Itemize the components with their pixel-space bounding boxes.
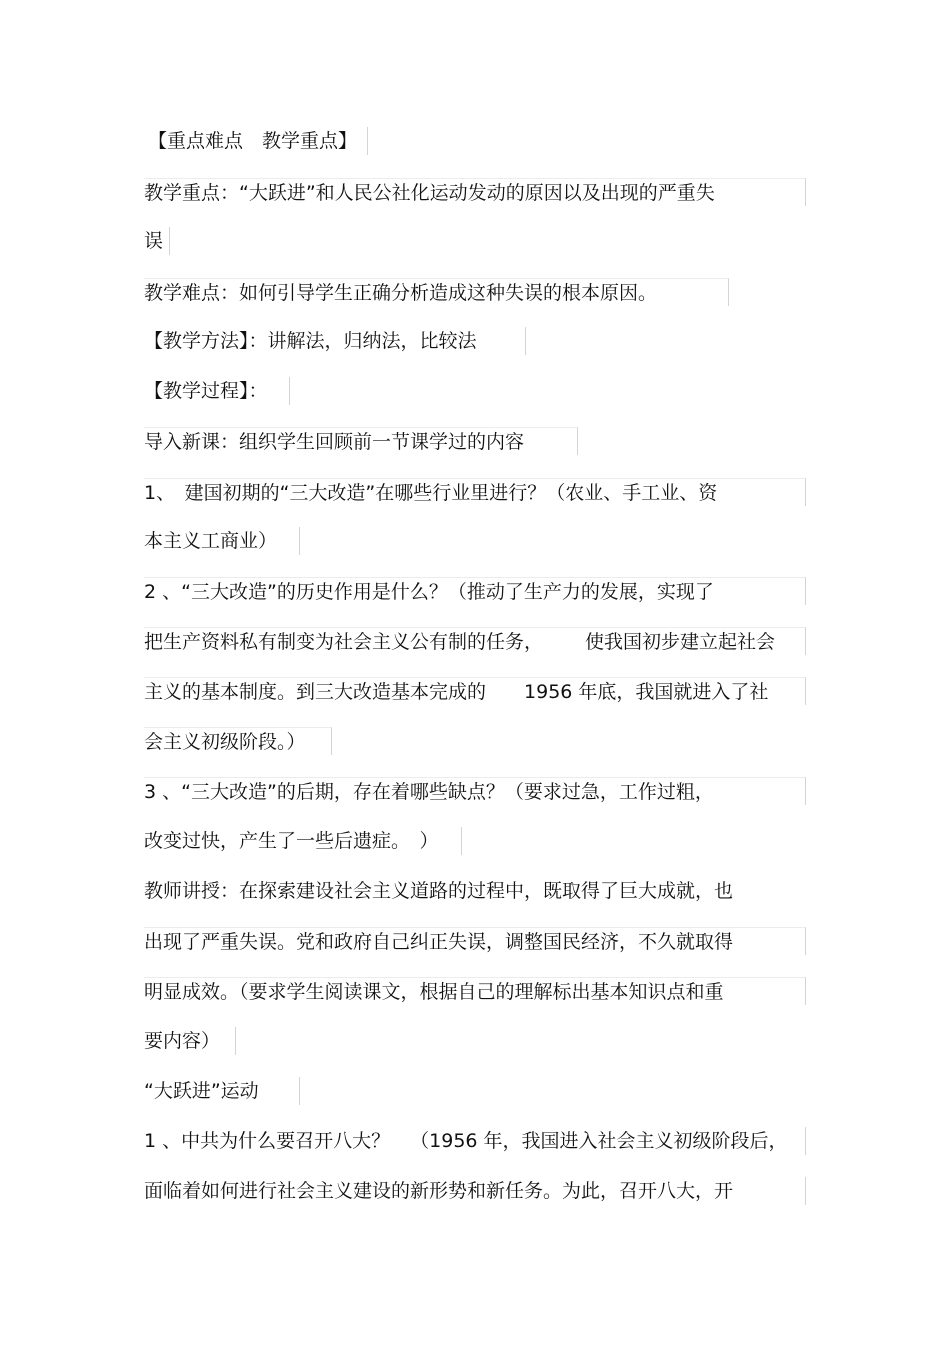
text-line: 面临着如何进行社会主义建设的新形势和新任务。为此，召开八大，开 [144, 1177, 806, 1205]
text-line: 2 、“三大改造”的历史作用是什么？（推动了生产力的发展，实现了 [144, 577, 806, 605]
text-line: 1、 建国初期的“三大改造”在哪些行业里进行？（农业、手工业、资 [144, 478, 806, 506]
text-line: 把生产资料私有制变为社会主义公有制的任务， 使我国初步建立起社会 [144, 627, 806, 655]
text-line: 3 、“三大改造”的后期，存在着哪些缺点？（要求过急，工作过粗， [144, 777, 806, 805]
text-line: 本主义工商业） [144, 527, 300, 555]
text-line: 明显成效。（要求学生阅读课文，根据自己的理解标出基本知识点和重 [144, 977, 806, 1005]
text-line: 教学难点：如何引导学生正确分析造成这种失误的根本原因。 [144, 278, 729, 306]
text-line: 主义的基本制度。到三大改造基本完成的 1956 年底，我国就进入了社 [144, 677, 806, 705]
section-heading-method: 【教学方法】：讲解法，归纳法，比较法 [144, 327, 526, 355]
text-line: 导入新课：组织学生回顾前一节课学过的内容 [144, 427, 578, 455]
text-line: 出现了严重失误。党和政府自己纠正失误，调整国民经济，不久就取得 [144, 927, 806, 955]
text-line: 教师讲授：在探索建设社会主义道路的过程中，既取得了巨大成就，也 [144, 880, 734, 902]
section-heading-great-leap: “大跃进”运动 [144, 1077, 300, 1105]
text-line: 1 、中共为什么要召开八大？ （1956 年，我国进入社会主义初级阶段后， [144, 1127, 806, 1155]
text-line: 要内容） [144, 1027, 236, 1055]
section-heading-process: 【教学过程】： [144, 377, 290, 405]
section-heading-key-points: 【重点难点 教学重点】 [148, 127, 368, 155]
text-line: 教学重点：“大跃进”和人民公社化运动发动的原因以及出现的严重失 [144, 178, 806, 206]
text-line: 误 [144, 227, 170, 255]
text-line: 改变过快，产生了一些后遗症。 ） [144, 827, 462, 855]
text-line: 会主义初级阶段。） [144, 727, 332, 755]
